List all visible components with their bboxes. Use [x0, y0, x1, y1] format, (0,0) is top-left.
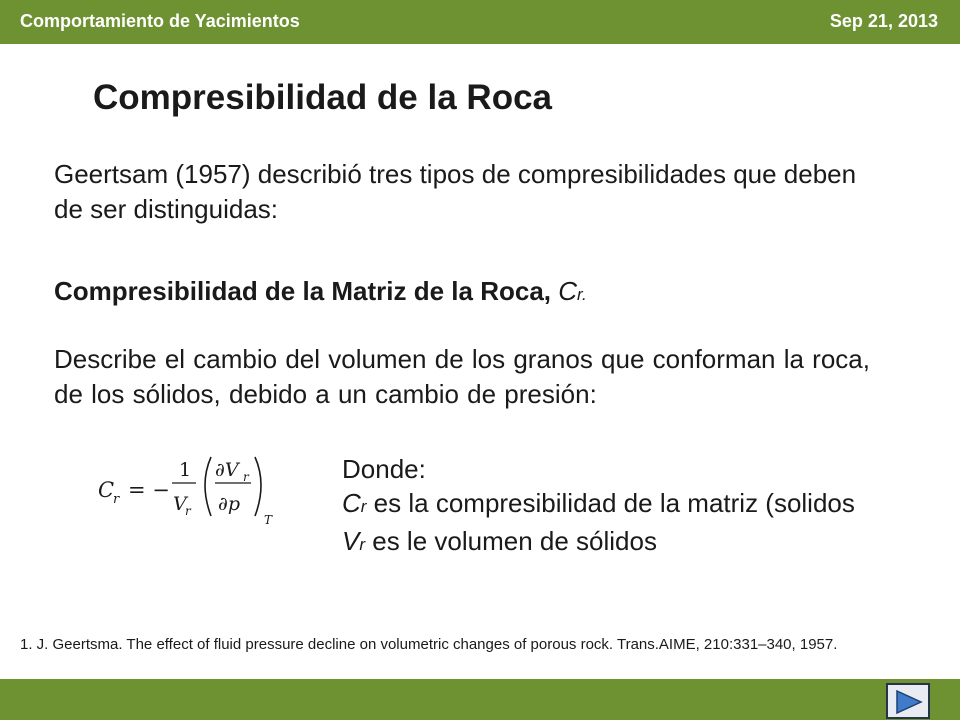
where-line-1-symbol: C [342, 488, 361, 518]
where-label: Donde: [342, 454, 426, 484]
eq-numerator: 1 [179, 459, 192, 481]
eq-equals: = − [128, 478, 170, 502]
where-line-1 [342, 486, 855, 524]
eq-outer-sub: T [264, 513, 273, 527]
footer-bar [0, 679, 960, 720]
next-slide-button[interactable] [886, 683, 930, 719]
eq-denominator: V [173, 493, 187, 515]
where-line-2 [342, 524, 855, 562]
where-line-2-text: es le volumen de sólidos [365, 526, 657, 556]
subheading-text: Compresibilidad de la Matriz de la Roca [54, 276, 544, 306]
subheading-subscript: r. [577, 285, 587, 304]
subheading-symbol: C [558, 276, 578, 306]
compressibility-equation [98, 452, 288, 532]
footnote: 1. J. Geertsma. The effect of fluid pressure decline on volumetric changes of porous rock. Trans.AIME, 210:331–340, 1957. [20, 636, 838, 653]
where-line-2-symbol: V [342, 526, 360, 556]
subheading [54, 274, 587, 312]
eq-right-paren [255, 457, 261, 516]
eq-left-paren [205, 457, 211, 516]
where-line-2-sub: r [359, 535, 366, 554]
eq-partial-top-sub: r [243, 470, 249, 484]
course-title: Comportamiento de Yacimientos [20, 11, 300, 31]
intro-paragraph: Geertsam (1957) describió tres tipos de compresibilidades que deben de ser distinguidas: [54, 159, 857, 224]
eq-denominator-sub: r [185, 504, 191, 518]
where-line-1-text: es la compresibilidad de la matriz (solidos [366, 488, 855, 518]
description-paragraph: Describe el cambio del volumen de los granos que conforman la roca, de los sólidos, debido a un cambio de presión: [54, 344, 870, 409]
header-bar [0, 0, 960, 44]
eq-lhs: C [98, 478, 115, 502]
where-block [342, 452, 855, 562]
play-triangle-icon [894, 689, 924, 715]
slide-date: Sep 21, 2013 [829, 11, 938, 31]
eq-partial-top: ∂V [215, 459, 239, 481]
where-line-1-sub: r [360, 497, 367, 516]
eq-partial-bottom: ∂p [218, 493, 240, 515]
subheading-separator: , [543, 276, 559, 306]
slide-title: Compresibilidad de la Roca [93, 78, 552, 117]
eq-lhs-sub: r [113, 492, 120, 507]
